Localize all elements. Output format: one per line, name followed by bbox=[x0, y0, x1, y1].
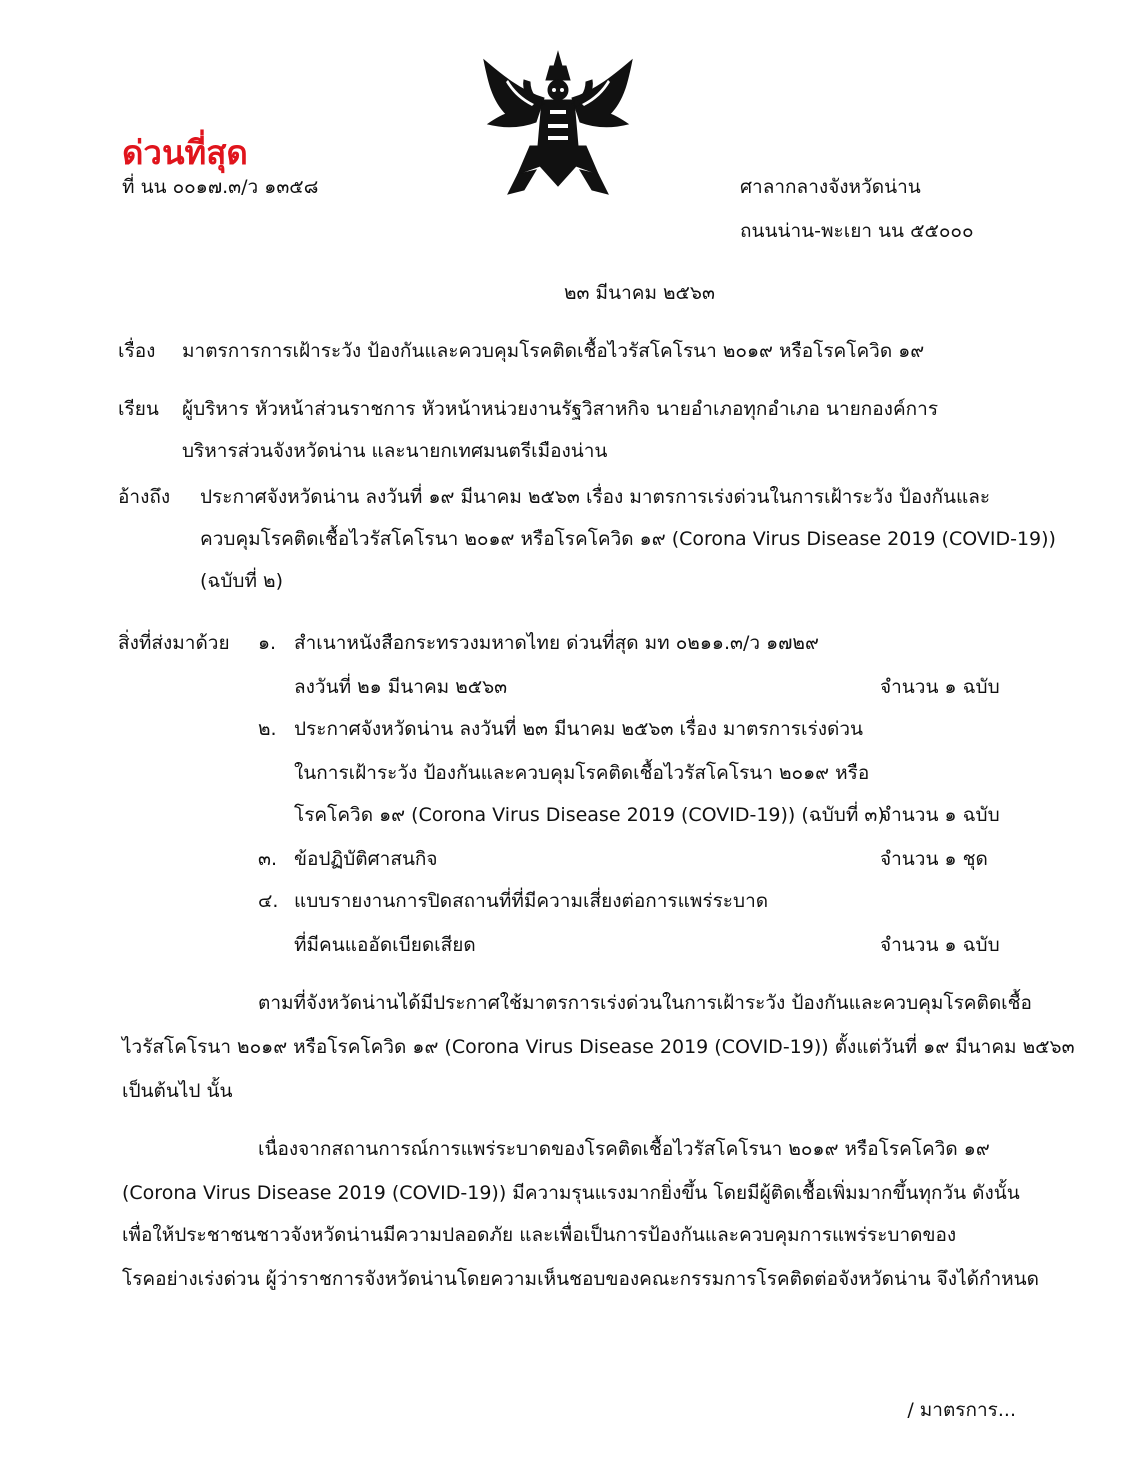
recipient-line: ผู้บริหาร หัวหน้าส่วนราชการ หัวหน้าหน่วยงานรัฐวิสาหกิจ นายอำเภอทุกอำเภอ นายกองค์การ bbox=[182, 398, 939, 420]
document-date: ๒๓ มีนาคม ๒๕๖๓ bbox=[564, 282, 715, 304]
body-paragraph-line: เนื่องจากสถานการณ์การแพร่ระบาดของโรคติดเชื้อไวรัสโคโรนา ๒๐๑๙ หรือโรคโควิด ๑๙ bbox=[258, 1138, 990, 1160]
enclosure-line: ในการเฝ้าระวัง ป้องกันและควบคุมโรคติดเชื้อไวรัสโคโรนา ๒๐๑๙ หรือ bbox=[294, 762, 870, 784]
enclosure-line: ลงวันที่ ๒๑ มีนาคม ๒๕๖๓ bbox=[294, 676, 508, 698]
enclosure-quantity: จำนวน ๑ ชุด bbox=[880, 848, 988, 870]
document-number: ที่ นน ๐๐๑๗.๓/ว ๑๓๕๘ bbox=[122, 176, 319, 198]
office-address: ถนนน่าน-พะเยา นน ๕๕๐๐๐ bbox=[740, 220, 974, 242]
urgency-label: ด่วนที่สุด bbox=[122, 133, 248, 172]
enclosure-line: แบบรายงานการปิดสถานที่ที่มีความเสี่ยงต่อการแพร่ระบาด bbox=[294, 890, 769, 912]
enclosure-quantity: จำนวน ๑ ฉบับ bbox=[880, 804, 1000, 826]
enclosure-number: ๒. bbox=[258, 718, 277, 740]
enclosure-quantity: จำนวน ๑ ฉบับ bbox=[880, 934, 1000, 956]
garuda-emblem-icon bbox=[478, 50, 638, 198]
body-paragraph-line: โรคอย่างเร่งด่วน ผู้ว่าราชการจังหวัดน่านโดยความเห็นชอบของคณะกรรมการโรคติดต่อจังหวัดน่าน จึงได้กำหนด bbox=[122, 1268, 1039, 1290]
subject-label: เรื่อง bbox=[118, 340, 156, 362]
reference-line: ประกาศจังหวัดน่าน ลงวันที่ ๑๙ มีนาคม ๒๕๖๓ เรื่อง มาตรการเร่งด่วนในการเฝ้าระวัง ป้องกันและ bbox=[200, 486, 991, 508]
enclosure-quantity: จำนวน ๑ ฉบับ bbox=[880, 676, 1000, 698]
enclosure-line: ข้อปฏิบัติศาสนกิจ bbox=[294, 848, 438, 870]
reference-label: อ้างถึง bbox=[118, 486, 171, 508]
body-paragraph-line: (Corona Virus Disease 2019 (COVID-19)) มีความรุนแรงมากยิ่งขึ้น โดยมีผู้ติดเชื้อเพิ่มมากขึ้นทุกวัน ดังนั้น bbox=[122, 1182, 1020, 1204]
body-paragraph-line: เป็นต้นไป นั้น bbox=[122, 1080, 233, 1102]
enclosure-number: ๓. bbox=[258, 848, 278, 870]
reference-line: ควบคุมโรคติดเชื้อไวรัสโคโรนา ๒๐๑๙ หรือโรคโควิด ๑๙ (Corona Virus Disease 2019 (COVID-19)) bbox=[200, 528, 1056, 550]
enclosure-line: สำเนาหนังสือกระทรวงมหาดไทย ด่วนที่สุด มท ๐๒๑๑.๓/ว ๑๗๒๙ bbox=[294, 632, 819, 654]
enclosure-number: ๔. bbox=[258, 890, 279, 912]
body-paragraph-line: ไวรัสโคโรนา ๒๐๑๙ หรือโรคโควิด ๑๙ (Corona Virus Disease 2019 (COVID-19)) ตั้งแต่วันที่ ๑๙ มีนาคม ๒๕๖๓ bbox=[122, 1036, 1075, 1058]
enclosures-label: สิ่งที่ส่งมาด้วย bbox=[118, 632, 230, 654]
recipient-label: เรียน bbox=[118, 398, 159, 420]
enclosure-number: ๑. bbox=[258, 632, 277, 654]
office-name: ศาลากลางจังหวัดน่าน bbox=[740, 176, 921, 198]
enclosure-line: โรคโควิด ๑๙ (Corona Virus Disease 2019 (COVID-19)) (ฉบับที่ ๓) bbox=[294, 804, 885, 826]
body-paragraph-line: ตามที่จังหวัดน่านได้มีประกาศใช้มาตรการเร่งด่วนในการเฝ้าระวัง ป้องกันและควบคุมโรคติดเชื้อ bbox=[258, 992, 1032, 1014]
reference-line: (ฉบับที่ ๒) bbox=[200, 570, 283, 592]
subject-text: มาตรการการเฝ้าระวัง ป้องกันและควบคุมโรคติดเชื้อไวรัสโคโรนา ๒๐๑๙ หรือโรคโควิด ๑๙ bbox=[182, 340, 925, 362]
recipient-line: บริหารส่วนจังหวัดน่าน และนายกเทศมนตรีเมืองน่าน bbox=[182, 440, 608, 462]
enclosure-line: ประกาศจังหวัดน่าน ลงวันที่ ๒๓ มีนาคม ๒๕๖๓ เรื่อง มาตรการเร่งด่วน bbox=[294, 718, 863, 740]
page-continuation: / มาตรการ... bbox=[907, 1399, 1016, 1421]
enclosure-line: ที่มีคนแออัดเบียดเสียด bbox=[294, 934, 476, 956]
body-paragraph-line: เพื่อให้ประชาชนชาวจังหวัดน่านมีความปลอดภัย และเพื่อเป็นการป้องกันและควบคุมการแพร่ระบาดของ bbox=[122, 1224, 957, 1246]
